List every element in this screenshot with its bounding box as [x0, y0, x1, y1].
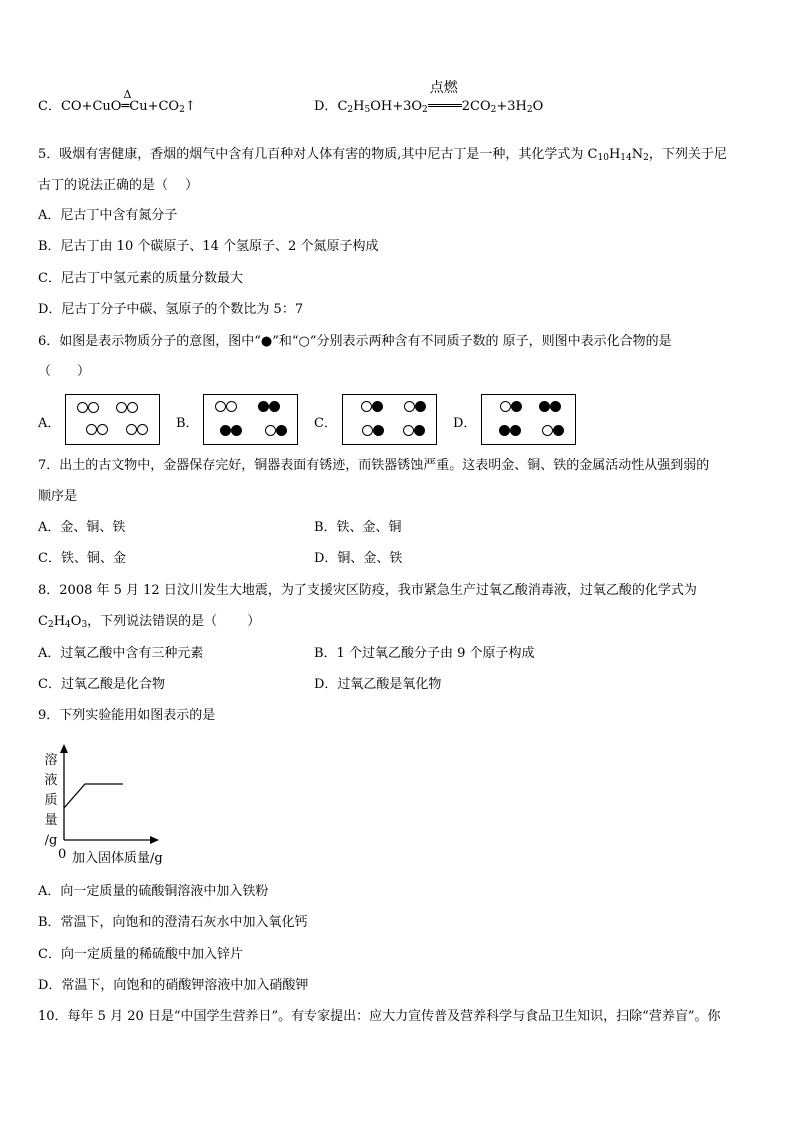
- q7-stem-line1: 7．出土的古文物中，金器保存完好，铜器表面有锈迹，而铁器锈蚀严重。这表明金、铜、铁的金属活动性从强到弱的: [38, 458, 710, 473]
- q5-stem-line1: 5．吸烟有害健康，香烟的烟气中含有几百种对人体有害的物质,其中尼古丁是一种，其化学式为 $C_{10}H_{14}N_2$，下列关于尼: [38, 147, 727, 163]
- q8-option-d: D．过氧乙酸是氧化物: [314, 677, 442, 692]
- q5-option-c: C．尼古丁中氢元素的质量分数最大: [38, 271, 243, 286]
- q5-option-a: A．尼古丁中含有氮分子: [38, 208, 178, 223]
- q9-option-d: D．常温下，向饱和的硝酸钾溶液中加入硝酸钾: [38, 978, 309, 993]
- graph-y-axis-label: 溶 液 质 量 /g: [44, 753, 58, 848]
- q7-option-a: A．金、铜、铁: [38, 520, 126, 535]
- molecule-box-c: [342, 394, 437, 445]
- graph-curve: [64, 784, 123, 808]
- q4-option-d: D．$C_2H_5OH+3O_2$ 点燃 $2CO_2+3H_2O$: [314, 80, 544, 115]
- molecule-box-d: [481, 394, 576, 445]
- q7-option-b: B．铁、金、铜: [314, 520, 402, 535]
- molecule-box-b: [203, 394, 298, 445]
- q7-stem-line2: 顺序是: [38, 489, 78, 504]
- q9-stem: 9．下列实验能用如图表示的是: [38, 708, 216, 723]
- q8-option-a: A．过氧乙酸中含有三种元素: [38, 646, 204, 661]
- q6-stem-line1: 6．如图是表示物质分子的意图，图中“●”和“○”分别表示两种含有不同质子数的 原子，则图中表示化合物的是: [38, 334, 672, 349]
- q7-option-d: D．铜、金、铁: [314, 551, 403, 566]
- q8-option-c: C．过氧乙酸是化合物: [38, 677, 165, 692]
- q5-option-d: D．尼古丁分子中碳、氢原子的个数比为 5：7: [38, 302, 304, 317]
- q6-label-c: C．: [314, 416, 337, 431]
- q9-option-b: B．常温下，向饱和的澄清石灰水中加入氧化钙: [38, 915, 308, 930]
- q9-option-c: C．向一定质量的稀硫酸中加入锌片: [38, 947, 243, 962]
- solution-mass-graph: [55, 742, 165, 852]
- q5-option-b: B．尼古丁由 10 个碳原子、14 个氢原子、2 个氮原子构成: [38, 239, 379, 254]
- q7-option-c: C．铁、铜、金: [38, 551, 126, 566]
- q6-label-a: A．: [38, 416, 61, 431]
- q6-stem-line2: （ ）: [38, 364, 91, 379]
- q8-option-b: B．1 个过氧乙酸分子由 9 个原子构成: [314, 646, 535, 661]
- q4-option-c: C．CO+CuO Δ $═Cu+CO_2↑$: [38, 88, 196, 115]
- q10-stem: 10．每年 5 月 20 日是“中国学生营养日”。有专家提出：应大力宣传普及营养科学与食品卫生知识，扫除“营养盲”。你: [38, 1009, 721, 1024]
- q5-stem-line2: 古丁的说法正确的是（ ）: [38, 178, 199, 193]
- q6-label-d: D．: [453, 416, 477, 431]
- q8-stem-line2: $C_2H_4O_3$，下列说法错误的是（ ）: [38, 614, 261, 630]
- molecule-box-a: [65, 394, 160, 445]
- graph-origin-label: 0: [58, 847, 67, 862]
- q6-label-b: B．: [176, 416, 199, 431]
- graph-x-axis-label: 加入固体质量/g: [72, 851, 163, 866]
- ignite-condition-mark: 点燃: [428, 99, 462, 115]
- q9-option-a: A．向一定质量的硫酸铜溶液中加入铁粉: [38, 884, 269, 899]
- heat-condition-mark: Δ ═: [121, 88, 132, 114]
- q8-stem-line1: 8．2008 年 5 月 12 日汶川发生大地震，为了支援灾区防疫，我市紧急生产过氧乙酸消毒液，过氧乙酸的化学式为: [38, 583, 697, 598]
